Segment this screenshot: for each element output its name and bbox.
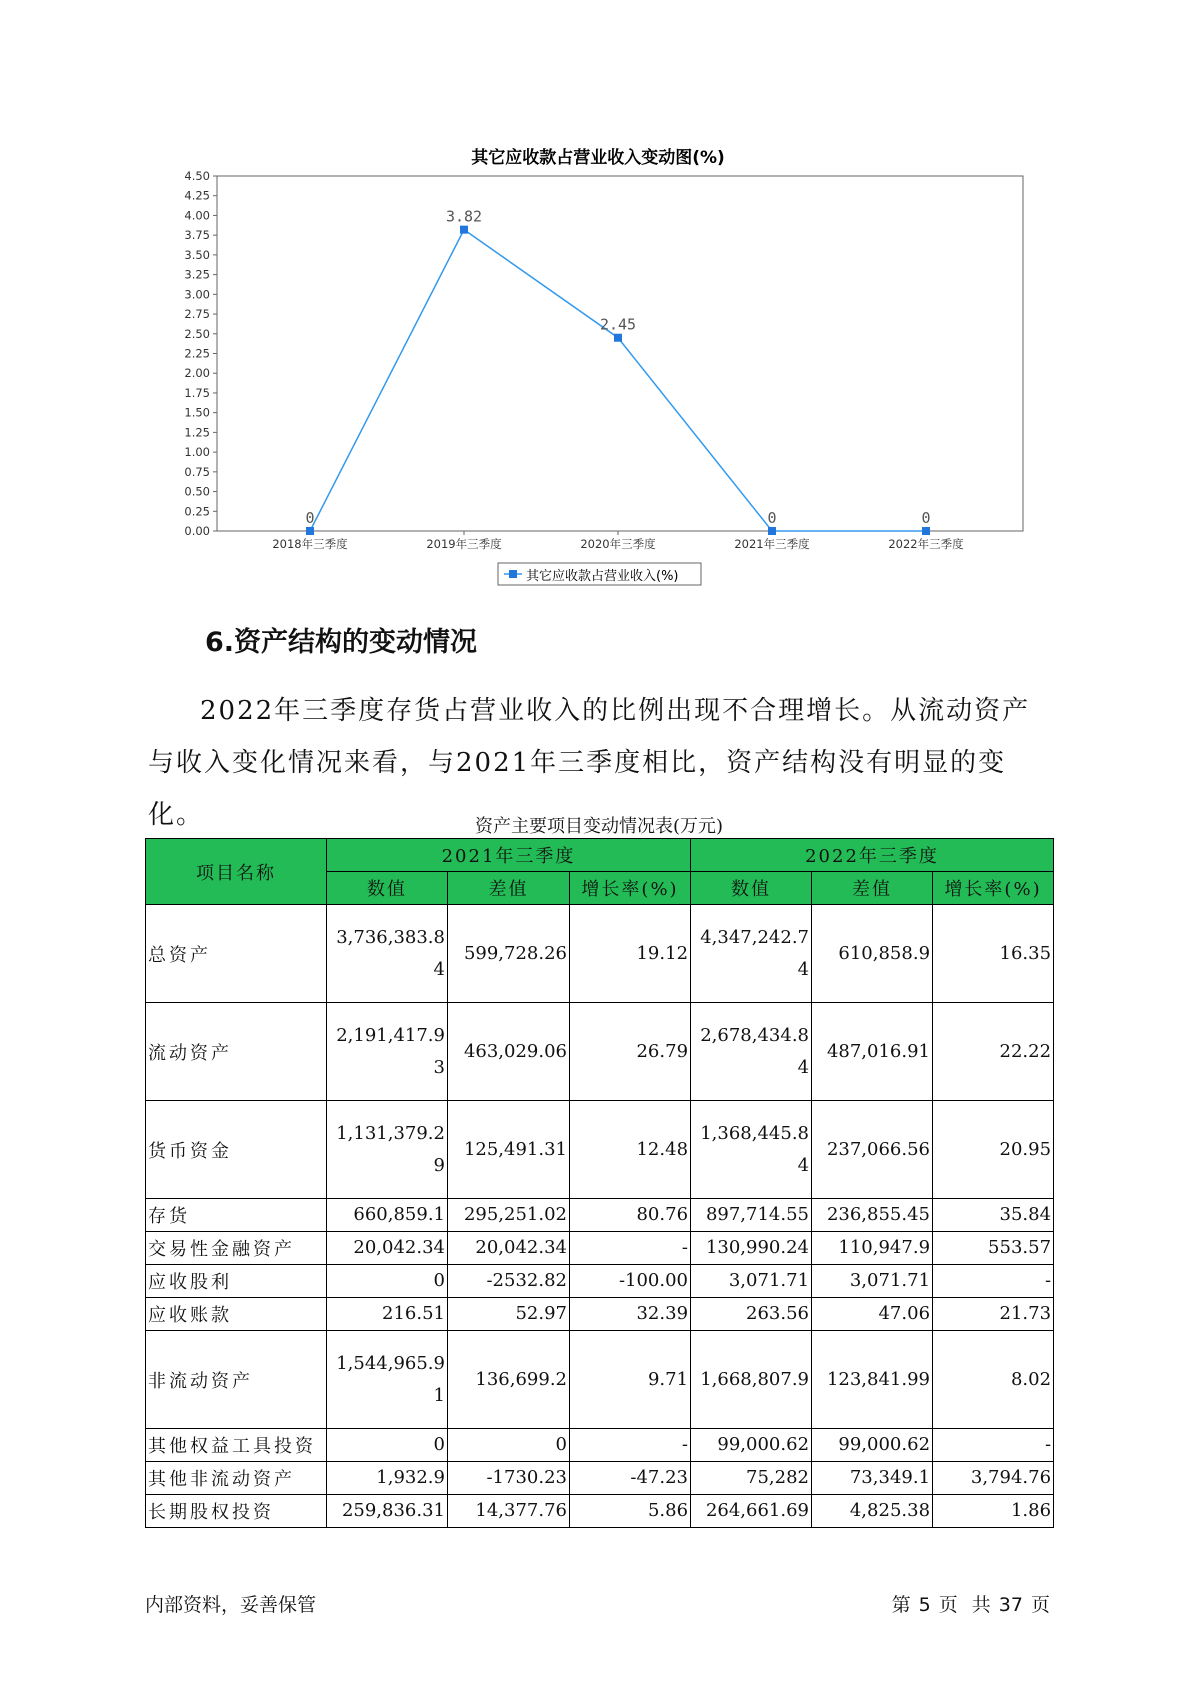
cell-growth-2021: 9.71 <box>570 1331 691 1429</box>
cell-diff-2021: 20,042.34 <box>448 1232 570 1265</box>
y-tick-label: 3.75 <box>184 228 210 243</box>
row-name: 流动资产 <box>146 1003 327 1101</box>
footer-confidential-note: 内部资料，妥善保管 <box>145 1594 317 1616</box>
cell-growth-2021: 5.86 <box>570 1495 691 1528</box>
data-point-marker <box>922 527 930 535</box>
cell-value-2021: 3,736,383.84 <box>327 905 448 1003</box>
cell-diff-2021: 463,029.06 <box>448 1003 570 1101</box>
chart-legend <box>498 563 701 585</box>
row-name: 长期股权投资 <box>146 1495 327 1528</box>
cell-growth-2022: 8.02 <box>933 1331 1054 1429</box>
cell-diff-2021: 136,699.2 <box>448 1331 570 1429</box>
header-period-2022: 2022年三季度 <box>691 839 1054 872</box>
cell-diff-2021: 14,377.76 <box>448 1495 570 1528</box>
y-tick-label: 4.00 <box>184 208 210 223</box>
header-item-name: 项目名称 <box>146 839 327 905</box>
y-tick-label: 3.25 <box>184 267 210 282</box>
cell-value-2021: 0 <box>327 1265 448 1298</box>
row-name: 其他非流动资产 <box>146 1462 327 1495</box>
table-row <box>146 1462 1054 1495</box>
header-diff-2022: 差值 <box>812 872 933 905</box>
y-tick-label: 3.50 <box>184 247 210 262</box>
chart-axes <box>184 169 1023 551</box>
cell-growth-2021: -100.00 <box>570 1265 691 1298</box>
y-tick-label: 0.00 <box>184 524 210 538</box>
page-unit: 页 <box>938 1594 958 1616</box>
y-tick-label: 1.50 <box>184 405 210 420</box>
cell-diff-2022: 73,349.1 <box>812 1462 933 1495</box>
legend-label: 其它应收款占营业收入(%) <box>526 569 679 584</box>
cell-growth-2021: 26.79 <box>570 1003 691 1101</box>
cell-diff-2021: 599,728.26 <box>448 905 570 1003</box>
data-point-marker <box>768 527 776 535</box>
cell-value-2021: 1,131,379.29 <box>327 1101 448 1199</box>
data-point-marker <box>306 527 314 535</box>
cell-growth-2022: 16.35 <box>933 905 1054 1003</box>
header-diff-2021: 差值 <box>448 872 570 905</box>
cell-diff-2022: 610,858.9 <box>812 905 933 1003</box>
data-point-marker <box>614 334 622 342</box>
cell-growth-2022: 1.86 <box>933 1495 1054 1528</box>
cell-diff-2022: 123,841.99 <box>812 1331 933 1429</box>
y-tick-label: 4.50 <box>184 169 210 183</box>
row-name: 其他权益工具投资 <box>146 1429 327 1462</box>
header-period-2021: 2021年三季度 <box>327 839 691 872</box>
cell-diff-2022: 3,071.71 <box>812 1265 933 1298</box>
cell-diff-2021: -1730.23 <box>448 1462 570 1495</box>
cell-value-2021: 2,191,417.93 <box>327 1003 448 1101</box>
table-row <box>146 1003 1054 1101</box>
table-row <box>146 1331 1054 1429</box>
cell-diff-2022: 4,825.38 <box>812 1495 933 1528</box>
header-value-2022: 数值 <box>691 872 812 905</box>
cell-value-2021: 0 <box>327 1429 448 1462</box>
y-tick-label: 1.00 <box>184 445 210 460</box>
row-name: 货币资金 <box>146 1101 327 1199</box>
y-tick-label: 3.00 <box>184 287 210 302</box>
x-tick-label: 2021年三季度 <box>734 537 810 551</box>
x-tick-label: 2019年三季度 <box>426 537 502 551</box>
table-row <box>146 905 1054 1003</box>
x-tick-label: 2020年三季度 <box>580 537 656 551</box>
cell-value-2022: 75,282 <box>691 1462 812 1495</box>
row-name: 总资产 <box>146 905 327 1003</box>
cell-value-2021: 216.51 <box>327 1298 448 1331</box>
cell-diff-2022: 110,947.9 <box>812 1232 933 1265</box>
cell-growth-2021: 32.39 <box>570 1298 691 1331</box>
row-name: 非流动资产 <box>146 1331 327 1429</box>
cell-value-2021: 20,042.34 <box>327 1232 448 1265</box>
header-growth-2022: 增长率(%) <box>933 872 1054 905</box>
total-unit: 页 <box>1030 1594 1050 1616</box>
cell-growth-2022: 3,794.76 <box>933 1462 1054 1495</box>
cell-growth-2021: -47.23 <box>570 1462 691 1495</box>
y-tick-label: 2.00 <box>184 366 210 381</box>
y-tick-label: 1.25 <box>184 425 210 440</box>
page-number: 5 <box>918 1594 931 1616</box>
row-name: 存货 <box>146 1199 327 1232</box>
data-label: 3.82 <box>445 207 483 226</box>
y-tick-label: 0.50 <box>184 484 210 499</box>
data-label: 0 <box>305 509 315 527</box>
footer-page-indicator <box>888 1590 1054 1617</box>
header-growth-2021: 增长率(%) <box>570 872 691 905</box>
row-name: 应收账款 <box>146 1298 327 1331</box>
cell-value-2022: 99,000.62 <box>691 1429 812 1462</box>
cell-value-2022: 3,071.71 <box>691 1265 812 1298</box>
cell-growth-2022: 553.57 <box>933 1232 1054 1265</box>
cell-growth-2022: 21.73 <box>933 1298 1054 1331</box>
y-tick-label: 4.25 <box>184 188 210 203</box>
legend-marker-swatch <box>509 570 517 578</box>
data-label: 0 <box>767 509 777 527</box>
table-row <box>146 1495 1054 1528</box>
row-name: 交易性金融资产 <box>146 1232 327 1265</box>
y-tick-label: 0.75 <box>184 464 210 479</box>
chart-title: 其它应收款占营业收入变动图(%) <box>471 148 725 168</box>
cell-value-2022: 263.56 <box>691 1298 812 1331</box>
cell-growth-2022: 22.22 <box>933 1003 1054 1101</box>
cell-diff-2022: 99,000.62 <box>812 1429 933 1462</box>
cell-value-2021: 1,544,965.91 <box>327 1331 448 1429</box>
row-name: 应收股利 <box>146 1265 327 1298</box>
cell-growth-2021: - <box>570 1232 691 1265</box>
y-tick-label: 1.75 <box>184 385 210 400</box>
table-row <box>146 1298 1054 1331</box>
cell-value-2022: 897,714.55 <box>691 1199 812 1232</box>
y-tick-label: 2.75 <box>184 307 210 322</box>
ratio-line-chart <box>0 0 1191 600</box>
data-point-marker <box>460 226 468 234</box>
cell-diff-2021: 295,251.02 <box>448 1199 570 1232</box>
cell-value-2022: 264,661.69 <box>691 1495 812 1528</box>
cell-diff-2021: 125,491.31 <box>448 1101 570 1199</box>
table-row <box>146 1232 1054 1265</box>
cell-value-2022: 1,368,445.84 <box>691 1101 812 1199</box>
cell-growth-2021: 12.48 <box>570 1101 691 1199</box>
cell-growth-2021: - <box>570 1429 691 1462</box>
data-label: 0 <box>921 509 931 527</box>
cell-diff-2022: 237,066.56 <box>812 1101 933 1199</box>
x-tick-label: 2022年三季度 <box>888 537 964 551</box>
cell-diff-2022: 47.06 <box>812 1298 933 1331</box>
table-row <box>146 1429 1054 1462</box>
cell-value-2022: 130,990.24 <box>691 1232 812 1265</box>
y-tick-label: 0.25 <box>184 504 210 519</box>
table-row <box>146 1101 1054 1199</box>
section-paragraph: 2022年三季度存货占营业收入的比例出现不合理增长。从流动资产与收入变化情况来看，与2021年三季度相比，资产结构没有明显的变化。 <box>148 696 1031 830</box>
cell-value-2021: 660,859.1 <box>327 1199 448 1232</box>
cell-growth-2022: 35.84 <box>933 1199 1054 1232</box>
table-row <box>146 1265 1054 1298</box>
cell-growth-2022: - <box>933 1429 1054 1462</box>
cell-value-2021: 259,836.31 <box>327 1495 448 1528</box>
page-prefix: 第 <box>891 1594 911 1616</box>
cell-value-2022: 1,668,807.9 <box>691 1331 812 1429</box>
cell-diff-2021: -2532.82 <box>448 1265 570 1298</box>
asset-change-table <box>145 838 1054 1528</box>
cell-value-2021: 1,932.9 <box>327 1462 448 1495</box>
cell-growth-2022: 20.95 <box>933 1101 1054 1199</box>
total-prefix: 共 <box>971 1594 991 1616</box>
header-value-2021: 数值 <box>327 872 448 905</box>
cell-diff-2022: 487,016.91 <box>812 1003 933 1101</box>
table-row <box>146 1199 1054 1232</box>
table-caption: 资产主要项目变动情况表(万元) <box>474 816 724 837</box>
total-pages: 37 <box>998 1594 1023 1616</box>
cell-growth-2022: - <box>933 1265 1054 1298</box>
cell-value-2022: 2,678,434.84 <box>691 1003 812 1101</box>
cell-growth-2021: 19.12 <box>570 905 691 1003</box>
y-tick-label: 2.25 <box>184 346 210 361</box>
cell-value-2022: 4,347,242.74 <box>691 905 812 1003</box>
x-tick-label: 2018年三季度 <box>272 537 348 551</box>
cell-diff-2021: 52.97 <box>448 1298 570 1331</box>
cell-growth-2021: 80.76 <box>570 1199 691 1232</box>
y-tick-label: 2.50 <box>184 326 210 341</box>
cell-diff-2022: 236,855.45 <box>812 1199 933 1232</box>
cell-diff-2021: 0 <box>448 1429 570 1462</box>
section-heading: 6.资产结构的变动情况 <box>205 627 478 658</box>
data-label: 2.45 <box>599 315 637 334</box>
